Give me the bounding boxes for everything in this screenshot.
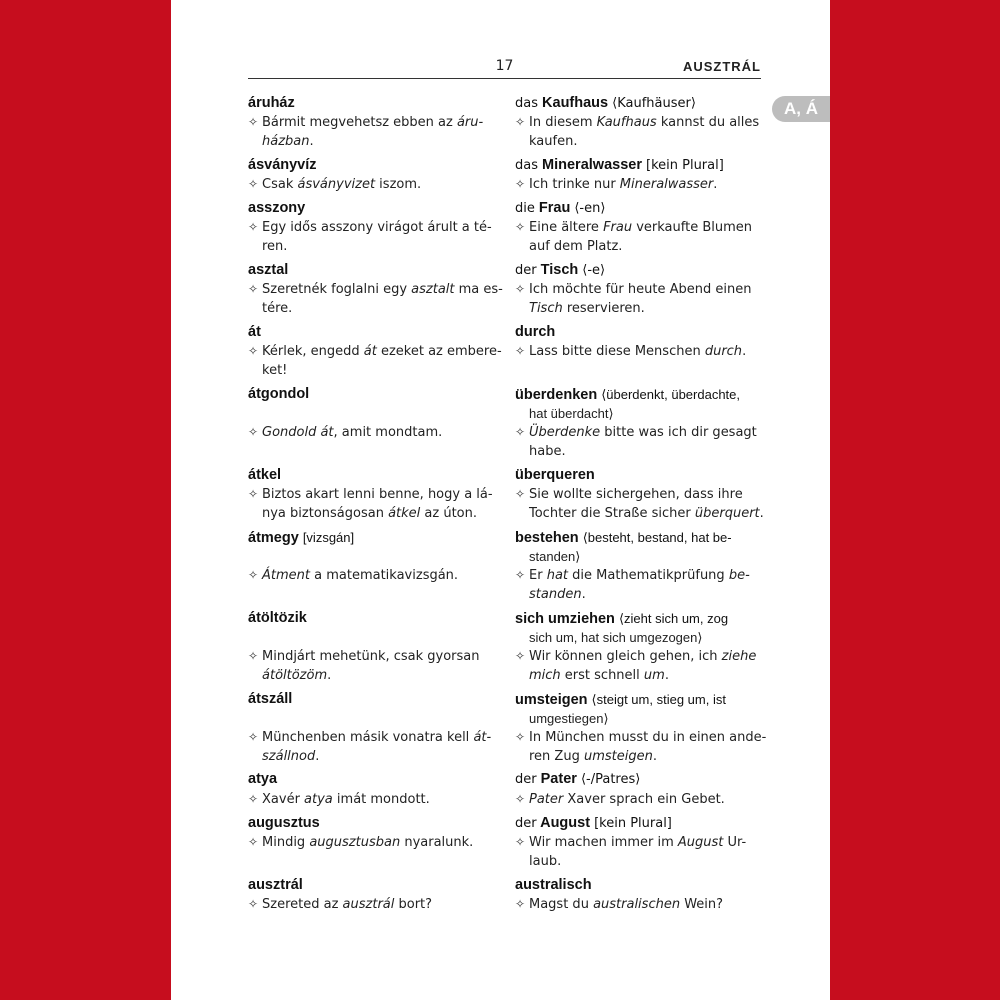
de-example: ✧ Ich möchte für heute Abend einen [515, 282, 752, 297]
de-example-continuation: habe. [529, 444, 566, 459]
example-diamond-icon: ✧ [248, 649, 259, 663]
example-diamond-icon: ✧ [248, 487, 259, 501]
hu-example: ✧ Átment a matematikavizsgán. [248, 568, 459, 583]
running-head: AUSZTRÁL [682, 59, 761, 74]
hu-example-continuation: házban. [262, 134, 314, 149]
de-example-continuation: mich erst schnell um. [529, 668, 669, 683]
de-example: ✧ Wir machen immer im August Ur- [515, 835, 747, 850]
de-headword: die Frau ⟨-en⟩ [515, 200, 606, 216]
example-diamond-icon: ✧ [515, 177, 526, 191]
example-diamond-icon: ✧ [248, 344, 259, 358]
hu-headword: át [248, 324, 261, 340]
de-headword: bestehen ⟨besteht, bestand, hat be- [515, 530, 732, 546]
de-grammar-continuation: hat überdacht⟩ [529, 406, 614, 421]
hu-example-continuation: szállnod. [262, 749, 320, 764]
hu-example: ✧ Mindig augusztusban nyaralunk. [248, 835, 474, 850]
hu-example: ✧ Kérlek, engedd át ezeket az embere- [248, 344, 502, 359]
de-example: ✧ In diesem Kaufhaus kannst du alles [515, 115, 760, 130]
de-headword: überqueren [515, 467, 595, 483]
example-diamond-icon: ✧ [248, 730, 259, 744]
page-header [248, 59, 761, 75]
de-example: ✧ Ich trinke nur Mineralwasser. [515, 177, 718, 192]
de-example: ✧ Sie wollte sichergehen, dass ihre [515, 487, 743, 502]
de-headword: der Pater ⟨-/Patres⟩ [515, 771, 641, 787]
de-example-continuation: Tochter die Straße sicher überquert. [529, 506, 764, 521]
hu-example: ✧ Mindjárt mehetünk, csak gyorsan [248, 649, 480, 664]
de-headword: durch [515, 324, 556, 340]
de-example-continuation: auf dem Platz. [529, 239, 623, 254]
example-diamond-icon: ✧ [515, 730, 526, 744]
example-diamond-icon: ✧ [248, 425, 259, 439]
hu-example: ✧ Bármit megvehetsz ebben az áru- [248, 115, 484, 130]
de-headword: das Mineralwasser [kein Plural] [515, 157, 724, 173]
example-diamond-icon: ✧ [248, 220, 259, 234]
example-diamond-icon: ✧ [515, 344, 526, 358]
example-diamond-icon: ✧ [248, 897, 259, 911]
hu-headword: ausztrál [248, 877, 303, 893]
example-diamond-icon: ✧ [515, 792, 526, 806]
example-diamond-icon: ✧ [248, 115, 259, 129]
header-rule [248, 78, 761, 79]
hu-example-continuation: ren. [262, 239, 288, 254]
de-headword: sich umziehen ⟨zieht sich um, zog [515, 611, 729, 627]
page-number: 17 [495, 58, 514, 74]
example-diamond-icon: ✧ [515, 220, 526, 234]
hu-example: ✧ Xavér atya imát mondott. [248, 792, 430, 807]
hu-example-continuation: ket! [262, 363, 288, 378]
hu-example: ✧ Csak ásványvizet iszom. [248, 177, 422, 192]
hu-example: ✧ Münchenben másik vonatra kell át- [248, 730, 492, 745]
de-example-continuation: Tisch reservieren. [529, 301, 645, 316]
de-example-continuation: ren Zug umsteigen. [529, 749, 657, 764]
hu-headword: átmegy [vizsgán] [248, 530, 355, 546]
hu-example: ✧ Szereted az ausztrál bort? [248, 897, 433, 912]
hu-example-continuation: tére. [262, 301, 293, 316]
hu-example: ✧ Gondold át, amit mondtam. [248, 425, 443, 440]
de-example: ✧ Er hat die Mathematikprüfung be- [515, 568, 750, 583]
hu-example-continuation: átöltözöm. [262, 668, 332, 683]
hu-headword: átgondol [248, 386, 310, 402]
example-diamond-icon: ✧ [515, 568, 526, 582]
hu-example: ✧ Egy idős asszony virágot árult a té- [248, 220, 492, 235]
de-headword: der Tisch ⟨-e⟩ [515, 262, 606, 278]
hu-headword: atya [248, 771, 278, 787]
de-example: ✧ Wir können gleich gehen, ich ziehe [515, 649, 757, 664]
de-example: ✧ Lass bitte diese Menschen durch. [515, 344, 747, 359]
example-diamond-icon: ✧ [515, 115, 526, 129]
example-diamond-icon: ✧ [515, 487, 526, 501]
hu-headword: átszáll [248, 691, 293, 707]
de-headword: australisch [515, 877, 592, 893]
de-example: ✧ Überdenke bitte was ich dir gesagt [515, 425, 757, 440]
de-example-continuation: standen. [529, 587, 586, 602]
example-diamond-icon: ✧ [515, 649, 526, 663]
hu-example: ✧ Biztos akart lenni benne, hogy a lá- [248, 487, 493, 502]
hu-example: ✧ Szeretnék foglalni egy asztalt ma es- [248, 282, 503, 297]
example-diamond-icon: ✧ [515, 835, 526, 849]
de-example: ✧ Magst du australischen Wein? [515, 897, 724, 912]
de-headword: umsteigen ⟨steigt um, stieg um, ist [515, 692, 726, 708]
example-diamond-icon: ✧ [515, 897, 526, 911]
hu-headword: átkel [248, 467, 282, 483]
hu-headword: augusztus [248, 815, 320, 831]
de-grammar-continuation: umgestiegen⟩ [529, 711, 609, 726]
letter-tab: A, Á [772, 96, 830, 122]
example-diamond-icon: ✧ [515, 282, 526, 296]
example-diamond-icon: ✧ [248, 835, 259, 849]
de-grammar-continuation: standen⟩ [529, 549, 581, 564]
example-diamond-icon: ✧ [248, 792, 259, 806]
de-example: ✧ Eine ältere Frau verkaufte Blumen [515, 220, 753, 235]
de-example: ✧ Pater Xaver sprach ein Gebet. [515, 792, 725, 807]
de-headword: überdenken ⟨überdenkt, überdachte, [515, 387, 740, 403]
de-example-continuation: laub. [529, 854, 562, 869]
hu-headword: átöltözik [248, 610, 307, 626]
hu-headword: ásványvíz [248, 157, 317, 173]
hu-headword: áruház [248, 95, 295, 111]
de-headword: das Kaufhaus ⟨Kaufhäuser⟩ [515, 95, 696, 111]
example-diamond-icon: ✧ [515, 425, 526, 439]
de-example: ✧ In München musst du in einen ande- [515, 730, 767, 745]
de-example-continuation: kaufen. [529, 134, 578, 149]
hu-headword: asszony [248, 200, 306, 216]
example-diamond-icon: ✧ [248, 282, 259, 296]
de-headword: der August [kein Plural] [515, 815, 672, 831]
hu-example-continuation: nya biztonságosan átkel az úton. [262, 506, 477, 521]
hu-headword: asztal [248, 262, 289, 278]
de-grammar-continuation: sich um, hat sich umgezogen⟩ [529, 630, 703, 645]
example-diamond-icon: ✧ [248, 568, 259, 582]
example-diamond-icon: ✧ [248, 177, 259, 191]
